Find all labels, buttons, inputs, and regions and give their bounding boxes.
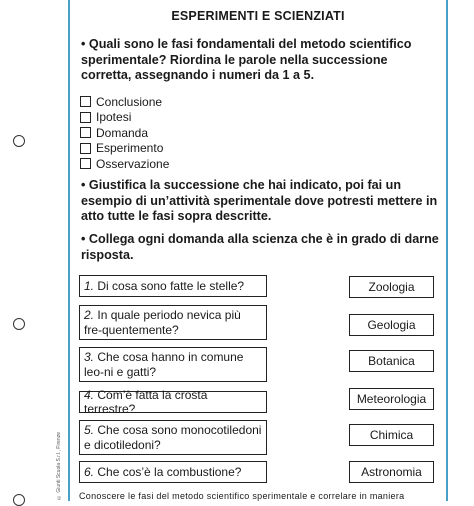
question-box[interactable] — [79, 387, 267, 416]
option-label: Domanda — [96, 125, 149, 140]
option-label: Ipotesi — [96, 110, 132, 125]
checkbox[interactable] — [80, 112, 91, 123]
instruction-match: • Collega ogni domanda alla scienza che è in grado di darne risposta. — [81, 232, 439, 262]
question-box[interactable] — [79, 305, 267, 340]
instruction-order-steps: • Quali sono le fasi fondamentali del metodo scientifico sperimentale? Riordina le parole nella successione corretta, assegnando i numeri da 1 a 5. — [81, 37, 412, 82]
option-label: Osservazione — [96, 156, 170, 171]
science-box[interactable]: Meteorologia — [349, 388, 434, 410]
option-row[interactable] — [80, 94, 169, 110]
checkbox[interactable] — [80, 96, 91, 107]
science-box[interactable]: Zoologia — [349, 276, 434, 298]
science-box[interactable]: Geologia — [349, 314, 434, 336]
question-text: Com’è fatta la crosta terrestre? — [84, 387, 208, 416]
science-box[interactable]: Astronomia — [349, 461, 434, 483]
option-label: Conclusione — [96, 94, 163, 109]
checkbox-list — [80, 94, 169, 172]
option-label: Esperimento — [96, 141, 164, 156]
question-box[interactable] — [79, 420, 267, 455]
question-box[interactable] — [79, 275, 267, 297]
checkbox[interactable] — [80, 127, 91, 138]
copyright-note: © Giunti Scuola S.r.l., Firenze — [56, 432, 62, 500]
option-row[interactable] — [80, 141, 169, 157]
question-number: 1. — [84, 278, 95, 293]
question-text: Che cosa hanno in comune leo-ni e gatti? — [84, 350, 244, 379]
binder-hole-bottom — [13, 494, 25, 506]
worksheet-title: ESPERIMENTI E SCIENZIATI — [171, 9, 345, 23]
question-number: 2. — [84, 308, 95, 322]
question-text: Che cos’è la combustione? — [97, 464, 242, 479]
binder-hole-middle — [13, 318, 25, 330]
instruction-justify: • Giustifica la successione che hai indicato, poi fai un esempio di un’attività sperimentale dove potresti mettere in atto tutte le fasi sopra descritte. — [81, 178, 438, 223]
option-row[interactable] — [80, 110, 169, 126]
question-number: 5. — [84, 423, 95, 437]
binder-hole-top — [13, 135, 25, 147]
question-box[interactable] — [79, 461, 267, 483]
question-text: Che cosa sono monocotiledoni e dicotiledoni? — [84, 423, 262, 452]
option-row[interactable] — [80, 125, 169, 141]
question-text: Di cosa sono fatte le stelle? — [97, 278, 245, 293]
question-number: 4. — [84, 387, 95, 402]
option-row[interactable] — [80, 156, 169, 172]
checkbox[interactable] — [80, 158, 91, 169]
science-box[interactable]: Chimica — [349, 424, 434, 446]
checkbox[interactable] — [80, 143, 91, 154]
science-box[interactable]: Botanica — [349, 350, 434, 372]
question-box[interactable] — [79, 347, 267, 382]
question-text: In quale periodo nevica più fre-quentemente? — [84, 308, 241, 337]
question-number: 6. — [84, 464, 95, 479]
footer-objective: Conoscere le fasi del metodo scientifico sperimentale e correlare in maniera — [79, 491, 405, 501]
question-number: 3. — [84, 350, 95, 364]
